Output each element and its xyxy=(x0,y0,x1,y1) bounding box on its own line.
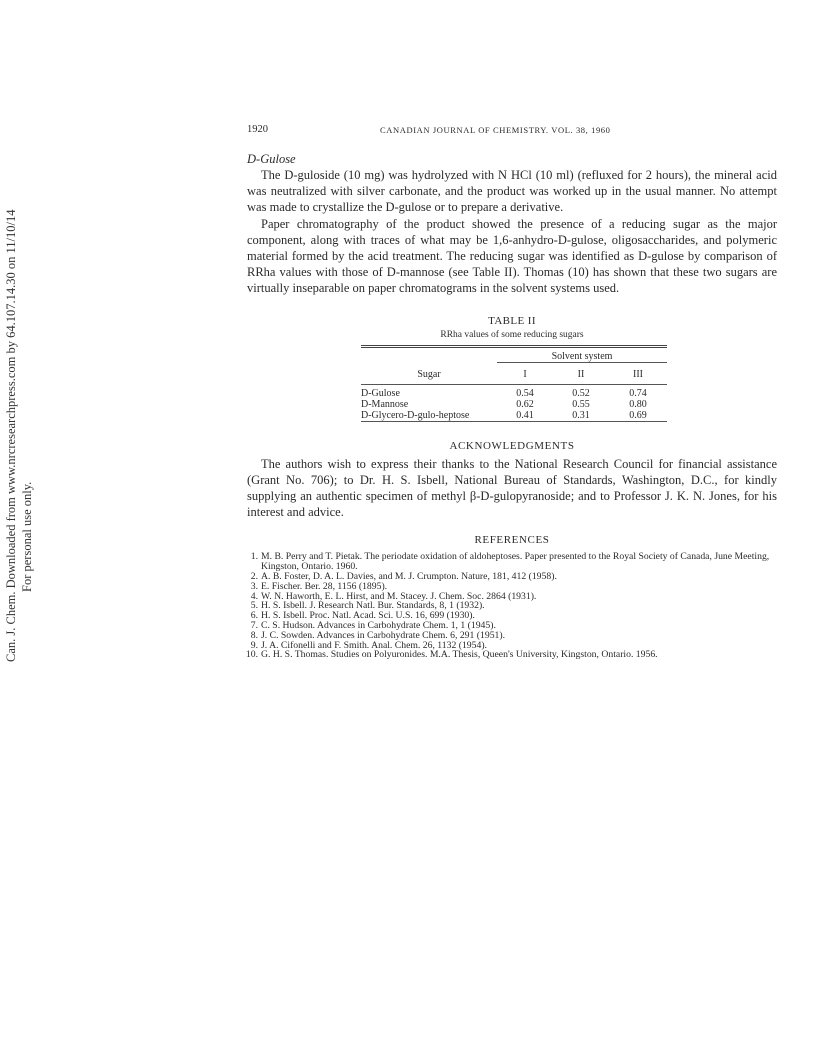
reference-list xyxy=(247,552,777,660)
references-title: REFERENCES xyxy=(474,534,550,547)
acknowledgments-text: The authors wish to express their thanks to the National Research Council for financial assistance (Grant No. 706); to Dr. H. S. Isbell, National Bureau of Standards, Washington, D.C., for kindly supplying an authentic specimen of methyl β-D-gulopyranoside; and to Professor J. K. N. Jones, for his interest and advice. xyxy=(247,456,777,520)
sugar-name: D-Mannose xyxy=(361,398,409,410)
table-cell: 0.41 xyxy=(516,409,534,421)
reference-item: 2. A. B. Foster, D. A. L. Davies, and M. J. Crumpton. Nature, 181, 412 (1958). xyxy=(250,571,557,583)
reference-item: 8. J. C. Sowden. Advances in Carbohydrate Chem. 6, 291 (1951). xyxy=(250,629,506,641)
table-row xyxy=(361,388,667,399)
reference-item: 6. H. S. Isbell. Proc. Natl. Acad. Sci. U.S. 16, 699 (1930). xyxy=(250,610,475,622)
reference-item: 5. H. S. Isbell. J. Research Natl. Bur. Standards, 8, 1 (1932). xyxy=(250,600,485,612)
column-header: III xyxy=(633,368,643,380)
table-cell: 0.55 xyxy=(572,398,590,410)
table-cell: 0.52 xyxy=(572,387,590,399)
sugar-name: D-Glycero-D-gulo-heptose xyxy=(361,409,470,421)
table-cell: 0.74 xyxy=(629,387,647,399)
reference-item: 4. W. N. Haworth, E. L. Hirst, and M. Stacey. J. Chem. Soc. 2864 (1931). xyxy=(250,590,537,602)
table-row xyxy=(361,399,667,410)
column-header: I xyxy=(523,368,527,380)
table-cell: 0.54 xyxy=(516,387,534,399)
table-cell: 0.31 xyxy=(572,409,590,421)
page-content xyxy=(247,120,777,660)
download-watermark xyxy=(0,0,40,1056)
sugar-header: Sugar xyxy=(417,368,441,380)
sugar-name: D-Gulose xyxy=(361,387,400,399)
column-header: II xyxy=(577,368,585,380)
reference-item: 9. J. A. Cifonelli and F. Smith. Anal. Chem. 26, 1132 (1954). xyxy=(250,639,487,651)
journal-title: CANADIAN JOURNAL OF CHEMISTRY. VOL. 38, 1960 xyxy=(380,125,611,135)
paragraph-chromatography: Paper chromatography of the product showed the presence of a reducing sugar as the major component, along with traces of what may be 1,6-anhydro-D-gulose, oligosaccharides, and polymeric material formed by the acid treatment. The reducing sugar was identified as D-gulose by comparison of RRha values with those of D-mannose (see Table II). Thomas (10) has shown that these two sugars are virtually inseparable on paper chromatograms in the solvent systems used. xyxy=(247,216,777,296)
page-number: 1920 xyxy=(247,124,268,135)
running-head xyxy=(247,120,777,138)
table-caption: RRha values of some reducing sugars xyxy=(440,329,584,340)
personal-use-notice: For personal use only. xyxy=(20,481,34,592)
reference-item: 1. M. B. Perry and T. Pietak. The periodate oxidation of aldoheptoses. Paper presented to the Royal Society of Canada, June Meeting, Kingston, Ontario. 1960. xyxy=(250,551,770,573)
rrha-table xyxy=(361,345,667,424)
paragraph-hydrolysis: The D-guloside (10 mg) was hydrolyzed with N HCl (10 ml) (refluxed for 2 hours), the mineral acid was neutralized with silver carbonate, and the product was worked up in the usual manner. No attempt was made to crystallize the D-gulose or to prepare a derivative. xyxy=(247,168,777,215)
reference-item: 10. G. H. S. Thomas. Studies on Polyuronides. M.A. Thesis, Queen's University, Kingston, Ontario. 1956. xyxy=(245,649,658,661)
section-title: D-Gulose xyxy=(247,152,296,166)
table-row xyxy=(361,410,667,422)
acknowledgments-title: ACKNOWLEDGMENTS xyxy=(449,439,575,452)
reference-item: 3. E. Fischer. Ber. 28, 1156 (1895). xyxy=(250,580,388,592)
table-cell: 0.80 xyxy=(629,398,647,410)
table-cell: 0.69 xyxy=(629,409,647,421)
table-cell: 0.62 xyxy=(516,398,534,410)
download-notice: Can. J. Chem. Downloaded from www.nrcresearchpress.com by 64.107.14.30 on 11/10/14 xyxy=(4,209,18,662)
solvent-system-header: Solvent system xyxy=(497,348,667,365)
table-title: TABLE II xyxy=(488,314,536,327)
reference-item: 7. C. S. Hudson. Advances in Carbohydrate Chem. 1, 1 (1945). xyxy=(250,620,496,632)
